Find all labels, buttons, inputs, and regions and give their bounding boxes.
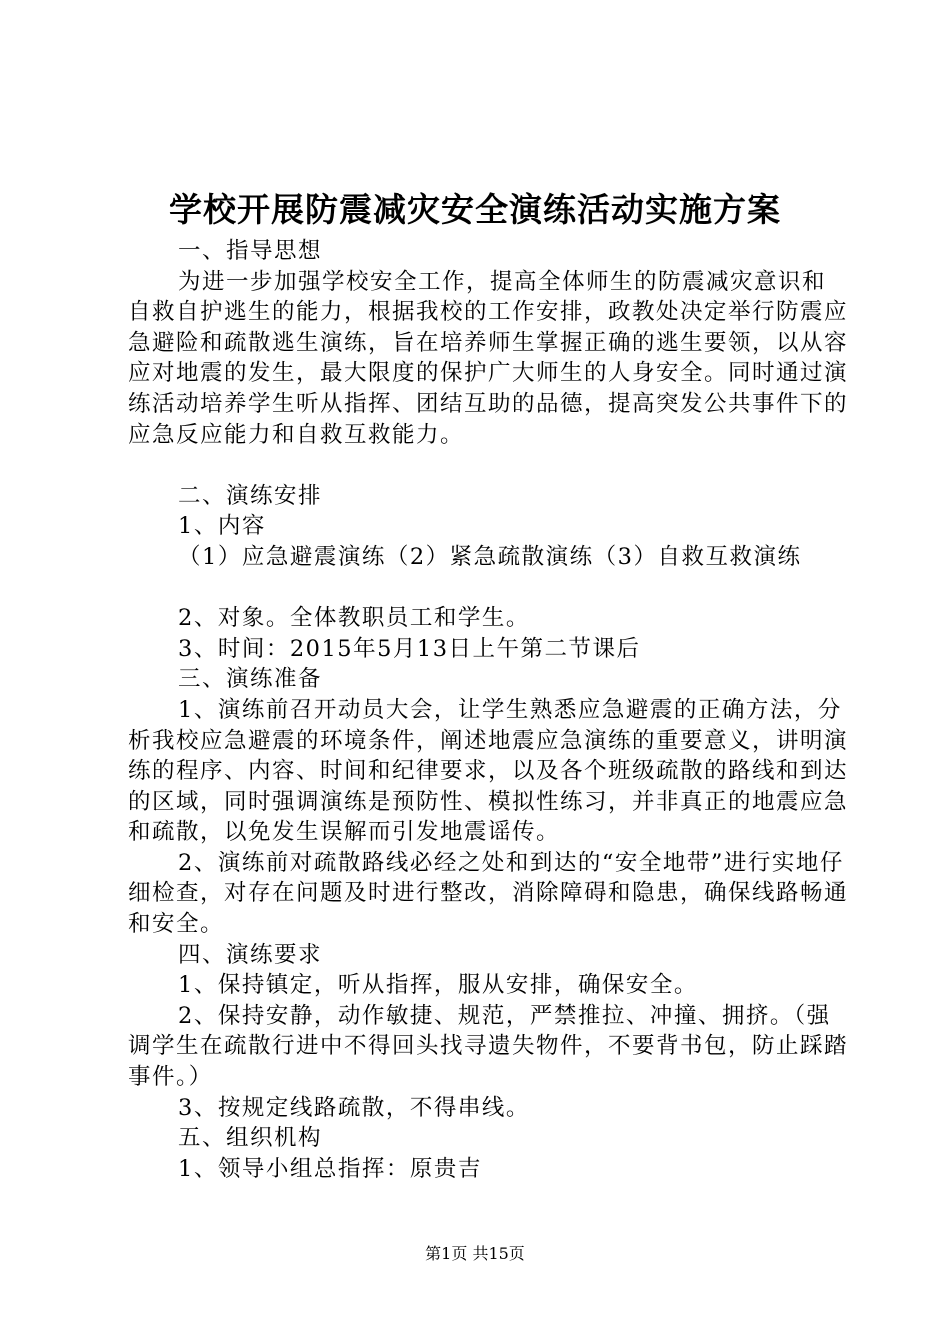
spacer bbox=[128, 450, 848, 481]
paragraph-requirement-2: 2、保持安静，动作敏捷、规范，严禁推拉、冲撞、拥挤。（强调学生在疏散行进中不得回头找寻遗失物件，不要背书包，防止踩踏事件。） bbox=[128, 1002, 849, 1091]
paragraph-guiding-thought: 为进一步加强学校安全工作，提高全体师生的防震减灾意识和自救自护逃生的能力，根据我校的工作安排，政教处决定举行防震应急避险和疏散逃生演练，旨在培养师生掌握正确的逃生要领，以从容应对地震的发生，最大限度的保护广大师生的人身安全。同时通过演练活动培养学生听从指挥、团结互助的品德，提高突发公共事件下的应急反应能力和自救互救能力。 bbox=[128, 268, 849, 448]
page-number: 第1页 共15页 bbox=[425, 1244, 525, 1263]
spacer bbox=[128, 573, 848, 604]
paragraph-organization-1: 1、领导小组总指挥：原贵吉 bbox=[178, 1155, 482, 1182]
document-body bbox=[128, 236, 848, 1184]
section-heading-drill-arrangement: 二、演练安排 bbox=[178, 482, 323, 509]
section-heading-preparation: 三、演练准备 bbox=[178, 666, 323, 693]
paragraph-preparation-2: 2、演练前对疏散路线必经之处和到达的“安全地带”进行实地仔细检查，对存在问题及时进行整改，消除障碍和隐患，确保线路畅通和安全。 bbox=[128, 849, 849, 938]
item-participants: 2、对象。全体教职员工和学生。 bbox=[178, 605, 530, 632]
item-content: 1、内容 bbox=[178, 513, 266, 540]
section-heading-guiding-thought: 一、指导思想 bbox=[178, 238, 323, 264]
paragraph-preparation-1: 1、演练前召开动员大会，让学生熟悉应急避震的正确方法，分析我校应急避震的环境条件，阐述地震应急演练的重要意义，讲明演练的程序、内容、时间和纪律要求，以及各个班级疏散的路线和到达的区域，同时强调演练是预防性、模拟性练习，并非真正的地震应急和疏散，以免发生误解而引发地震谣传。 bbox=[128, 696, 849, 846]
item-time: 3、时间：2015年5月13日上午第二节课后 bbox=[178, 635, 641, 662]
item-content-detail: （1）应急避震演练（2）紧急疏散演练（3）自救互救演练 bbox=[178, 543, 802, 570]
paragraph-requirement-3: 3、按规定线路疏散，不得串线。 bbox=[178, 1094, 530, 1121]
section-heading-requirements: 四、演练要求 bbox=[178, 941, 323, 968]
section-heading-organization: 五、组织机构 bbox=[178, 1125, 323, 1152]
paragraph-requirement-1: 1、保持镇定，听从指挥，服从安排，确保安全。 bbox=[178, 972, 698, 999]
document-title: 学校开展防震减灾安全演练活动实施方案 bbox=[169, 190, 781, 229]
